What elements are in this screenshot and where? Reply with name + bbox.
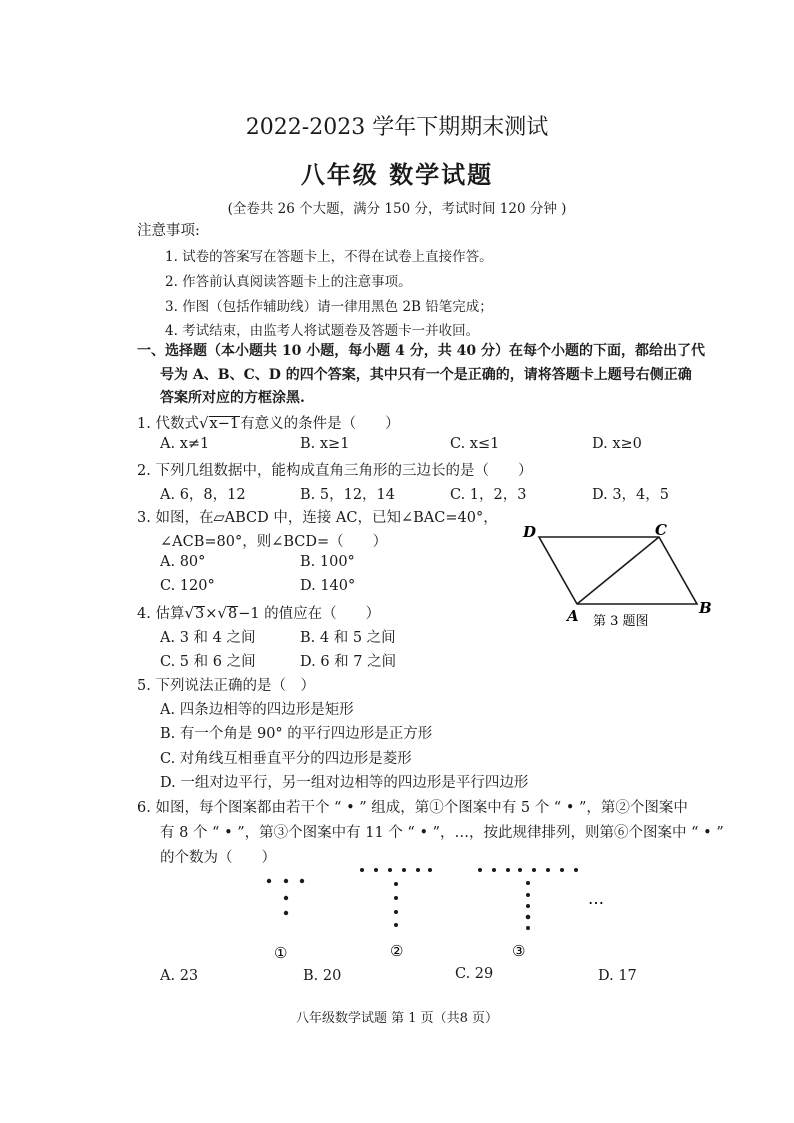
section-heading-line: 答案所对应的方框涂黑.	[160, 390, 305, 406]
vertex-label-c: C	[655, 521, 667, 539]
q4-option-d: D. 6 和 7 之间	[300, 654, 397, 670]
q4-radicand-2: 8	[227, 606, 238, 622]
q6-option-d: D. 17	[598, 968, 637, 984]
q5-option-b: B. 有一个角是 90° 的平行四边形是正方形	[160, 726, 433, 742]
pattern-2	[360, 868, 432, 927]
question-3-line1: 3. 如图，在▱ABCD 中，连接 AC，已知∠BAC=40°，	[137, 510, 498, 526]
question-1	[137, 412, 400, 433]
pattern-label-2: ②	[390, 942, 404, 960]
pattern-1	[267, 879, 304, 915]
radical-sign-icon: √	[217, 604, 227, 622]
q5-option-d: D. 一组对边平行，另一组对边相等的四边形是平行四边形	[160, 775, 529, 791]
pattern-label-1: ①	[274, 944, 288, 962]
q3-parallelogram-figure	[515, 515, 715, 635]
exam-title: 2022-2023 学年下期期末测试	[245, 115, 549, 140]
q4-times: ×	[205, 606, 218, 622]
q1-radicand: x−1	[209, 416, 240, 432]
diagonal-ac	[577, 537, 659, 604]
pattern-ellipsis: …	[588, 889, 604, 908]
q2-option-c: C. 1，2，3	[450, 487, 527, 503]
notice-item: 4. 考试结束，由监考人将试题卷及答题卡一并收回。	[165, 323, 480, 339]
q4-prefix: 4. 估算	[137, 606, 185, 622]
notice-item: 3. 作图（包括作辅助线）请一律用黑色 2B 铅笔完成；	[165, 299, 493, 315]
q4-option-a: A. 3 和 4 之间	[160, 630, 256, 646]
q6-option-c: C. 29	[455, 966, 494, 982]
q4-option-c: C. 5 和 6 之间	[160, 654, 256, 670]
question-3-line2: ∠ACB=80°，则∠BCD=（ ）	[160, 534, 388, 550]
question-4	[137, 602, 380, 623]
question-2: 2. 下列几组数据中，能构成直角三角形的三边长的是（ ）	[137, 463, 533, 479]
q1-suffix: 有意义的条件是（ ）	[240, 416, 400, 432]
q4-radicand-1: 3	[195, 606, 205, 622]
q1-option-c: C. x≤1	[450, 436, 500, 452]
q3-option-c: C. 120°	[160, 578, 215, 594]
q2-option-b: B. 5，12，14	[300, 487, 396, 503]
notice-item: 2. 作答前认真阅读答题卡上的注意事项。	[165, 274, 412, 290]
question-5: 5. 下列说法正确的是（ ）	[137, 678, 315, 694]
q1-option-a: A. x≠1	[160, 436, 210, 452]
q1-option-b: B. x≥1	[300, 436, 350, 452]
question-6-line2: 有 8 个 “ • ”，第③个图案中有 11 个 “ • ”，…，按此规律排列，则第⑥个图案中 “ • ”	[160, 825, 724, 841]
section-heading-line: 一、选择题（本小题共 10 小题，每小题 4 分，共 40 分）在每个小题的下面，都给出了代	[137, 343, 705, 359]
notice-heading: 注意事项:	[137, 223, 200, 239]
q1-prefix: 1. 代数式	[137, 416, 199, 432]
q1-option-d: D. x≥0	[592, 436, 642, 452]
pattern-3	[478, 868, 578, 930]
q2-option-a: A. 6，8，12	[160, 487, 246, 503]
radical-sign-icon: √	[198, 414, 209, 432]
question-6-line1: 6. 如图，每个图案都由若干个 “ • ” 组成，第①个图案中有 5 个 “ • ”，第②个图案中	[137, 800, 688, 816]
q2-option-d: D. 3，4，5	[592, 487, 670, 503]
q6-option-a: A. 23	[160, 968, 199, 984]
exam-info: (全卷共 26 个大题，满分 150 分，考试时间 120 分钟 )	[227, 201, 567, 217]
notice-item: 1. 试卷的答案写在答题卡上，不得在试卷上直接作答。	[165, 249, 493, 265]
q3-option-b: B. 100°	[300, 554, 355, 570]
vertex-label-d: D	[523, 523, 537, 541]
figure-caption: 第 3 题图	[593, 614, 649, 629]
question-6-line3: 的个数为（ ）	[160, 850, 276, 866]
q4-suffix: −1 的值应在（ ）	[238, 606, 381, 622]
q3-option-d: D. 140°	[300, 578, 356, 594]
radical-sign-icon: √	[184, 604, 195, 622]
q6-option-b: B. 20	[303, 968, 342, 984]
section-heading-line: 号为 A、B、C、D 的四个答案，其中只有一个是正确的，请将答题卡上题号右侧正确	[160, 367, 692, 383]
pattern-label-3: ③	[512, 942, 526, 960]
vertex-label-b: B	[699, 599, 712, 617]
q6-dot-patterns-figure	[250, 860, 630, 965]
q5-option-a: A. 四条边相等的四边形是矩形	[160, 702, 354, 718]
q4-option-b: B. 4 和 5 之间	[300, 630, 396, 646]
vertex-label-a: A	[567, 607, 579, 625]
exam-subtitle: 八年级 数学试题	[300, 160, 494, 189]
page-footer: 八年级数学试题 第 1 页（共8 页）	[295, 1011, 499, 1026]
q3-option-a: A. 80°	[160, 554, 206, 570]
q5-option-c: C. 对角线互相垂直平分的四边形是菱形	[160, 751, 412, 767]
